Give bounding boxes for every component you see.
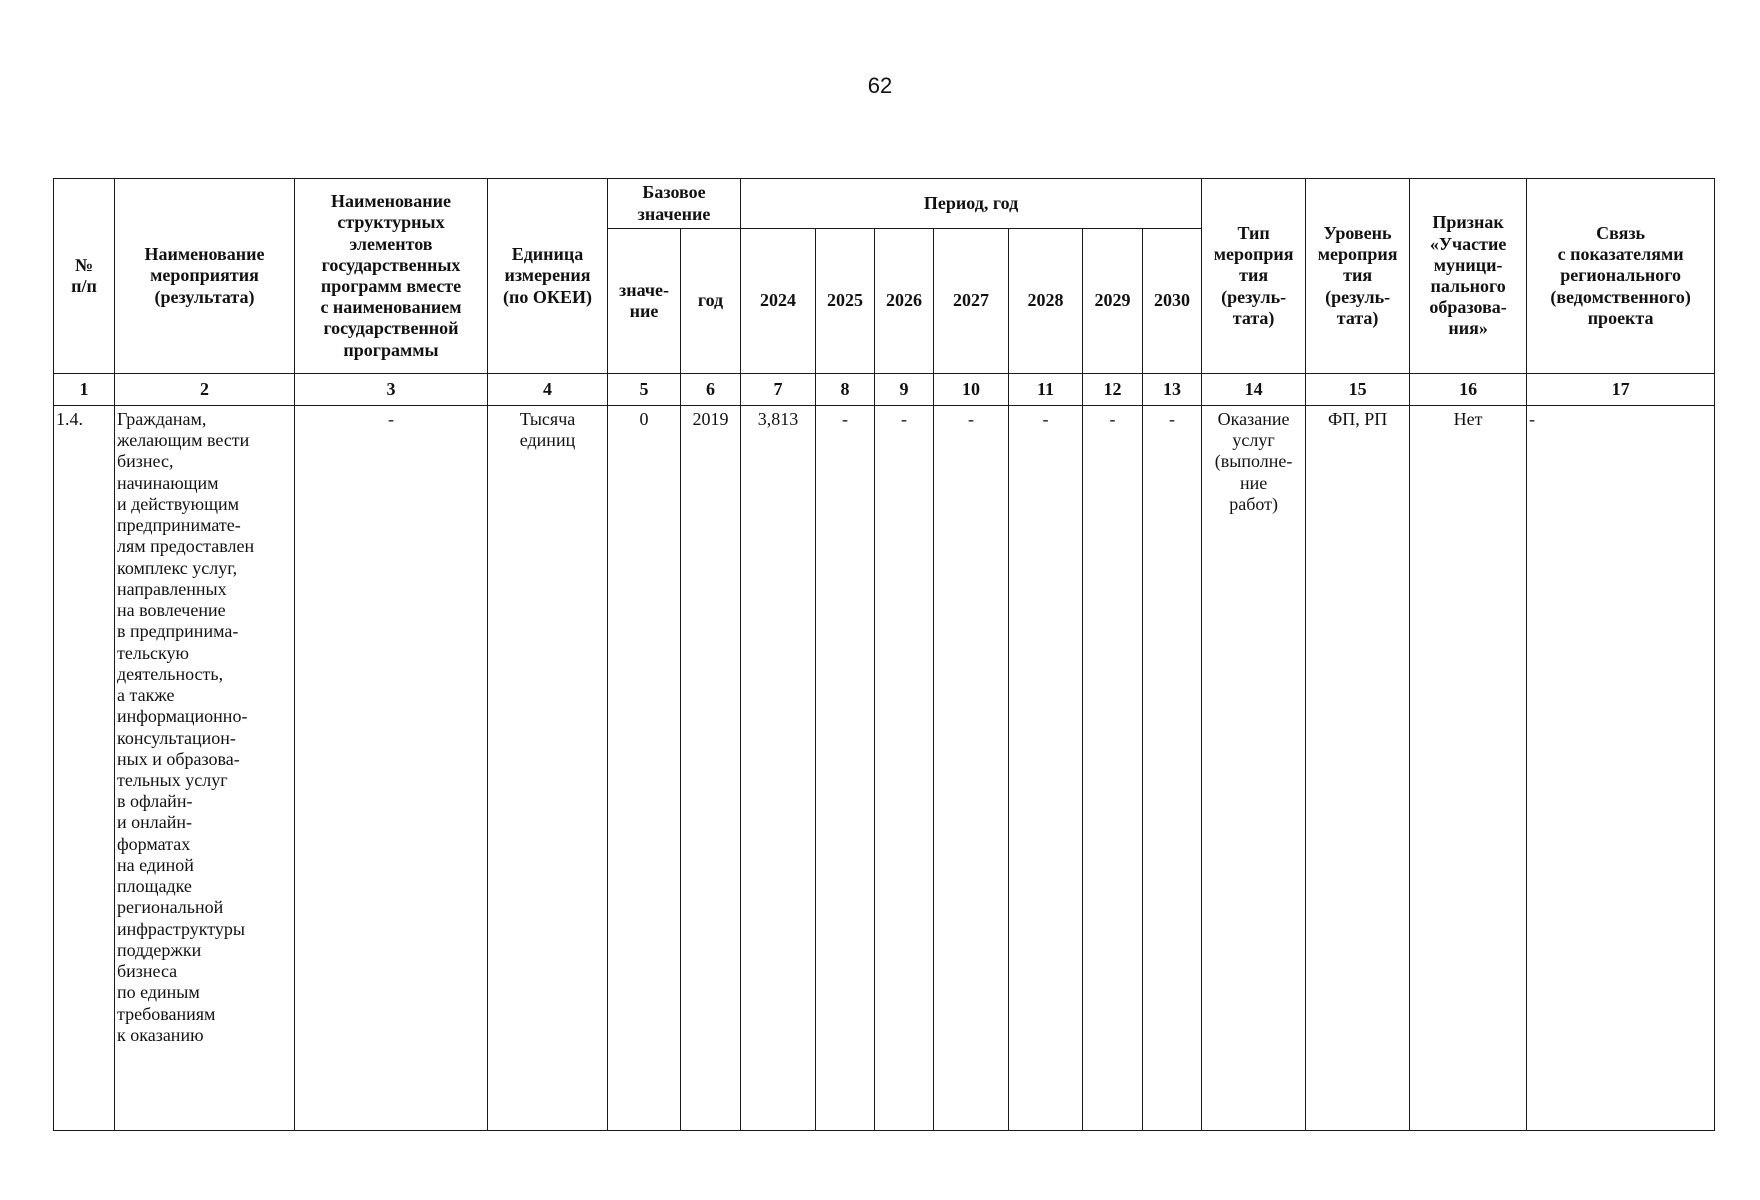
column-number: 9	[875, 374, 934, 406]
row-number: 1.4.	[54, 406, 115, 1131]
column-number: 12	[1083, 374, 1143, 406]
column-number: 16	[1410, 374, 1527, 406]
row-unit: Тысяча единиц	[488, 406, 608, 1131]
header-measure-name: Наименование мероприятия (результата)	[115, 179, 295, 374]
column-number: 17	[1527, 374, 1715, 406]
row-base-value: 0	[608, 406, 681, 1131]
column-number: 14	[1202, 374, 1306, 406]
column-number: 2	[115, 374, 295, 406]
row-year-value: -	[1009, 406, 1083, 1131]
column-number: 7	[741, 374, 816, 406]
row-measure-name: Гражданам, желающим вести бизнес, начинающим и действующим предпринимате- лям предоставлен комплекс услуг, направленных на вовлечение в предпринима- тельскую деятельность, а также информационно- консультацион- ных и образова- тельных услуг в офлайн- и онлайн- форматах на единой площадке региональной инфраструктуры поддержки бизнеса по единым требованиям к оказанию	[115, 406, 295, 1131]
header-year: 2028	[1009, 229, 1083, 374]
column-number-row	[54, 374, 1715, 406]
column-number: 8	[816, 374, 875, 406]
row-structural-elements: -	[295, 406, 488, 1131]
header-number: № п/п	[54, 179, 115, 374]
table-row	[54, 406, 1715, 1131]
header-year: 2024	[741, 229, 816, 374]
column-number: 10	[934, 374, 1009, 406]
header-year: 2027	[934, 229, 1009, 374]
header-year: 2025	[816, 229, 875, 374]
header-measure-type: Тип мероприя тия (резуль- тата)	[1202, 179, 1306, 374]
row-year-value: -	[1143, 406, 1202, 1131]
column-number: 3	[295, 374, 488, 406]
row-municipal-participation: Нет	[1410, 406, 1527, 1131]
row-base-year: 2019	[681, 406, 741, 1131]
column-number: 13	[1143, 374, 1202, 406]
row-year-value: -	[1083, 406, 1143, 1131]
header-year: 2026	[875, 229, 934, 374]
column-number: 11	[1009, 374, 1083, 406]
row-year-value: 3,813	[741, 406, 816, 1131]
column-number: 6	[681, 374, 741, 406]
row-year-value: -	[875, 406, 934, 1131]
column-number: 1	[54, 374, 115, 406]
row-measure-type: Оказание услуг (выполне- ние работ)	[1202, 406, 1306, 1131]
measures-table	[53, 178, 1715, 1131]
header-structural-elements: Наименование структурных элементов государственных программ вместе с наименованием государственной программы	[295, 179, 488, 374]
column-number: 5	[608, 374, 681, 406]
header-unit: Единица измерения (по ОКЕИ)	[488, 179, 608, 374]
page-number: 62	[867, 73, 893, 98]
row-measure-level: ФП, РП	[1306, 406, 1410, 1131]
header-project-link: Связь с показателями регионального (ведомственного) проекта	[1527, 179, 1715, 374]
row-project-link: -	[1527, 406, 1715, 1131]
column-number: 15	[1306, 374, 1410, 406]
header-base-group: Базовое значение	[608, 179, 741, 229]
row-year-value: -	[816, 406, 875, 1131]
row-year-value: -	[934, 406, 1009, 1131]
header-year: 2029	[1083, 229, 1143, 374]
header-measure-level: Уровень мероприя тия (резуль- тата)	[1306, 179, 1410, 374]
column-number: 4	[488, 374, 608, 406]
header-period-group: Период, год	[741, 179, 1202, 229]
header-base-year: год	[681, 229, 741, 374]
header-municipal-participation: Признак «Участие муници- пального образова- ния»	[1410, 179, 1527, 374]
header-base-value: значе- ние	[608, 229, 681, 374]
header-year: 2030	[1143, 229, 1202, 374]
